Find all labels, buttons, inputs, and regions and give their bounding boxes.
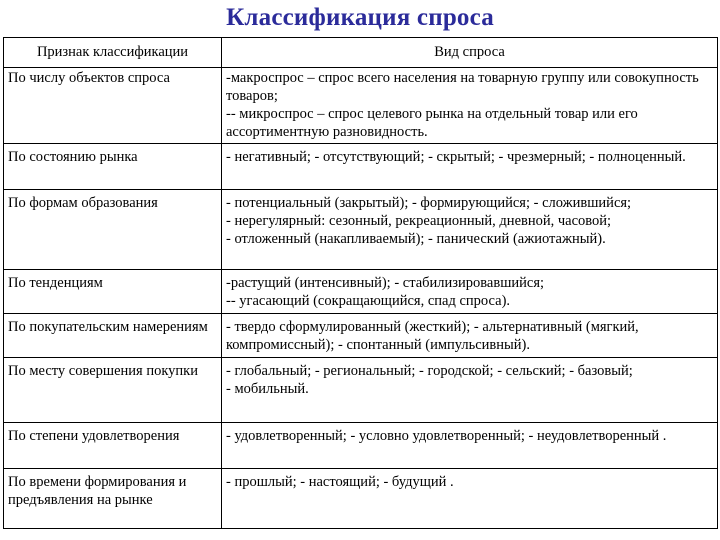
demand-type-text: - отложенный (накапливаемый); - панический (ажиотажный). xyxy=(226,231,606,247)
table-row xyxy=(4,144,718,190)
table-row xyxy=(4,358,718,423)
demand-types-cell xyxy=(222,190,718,270)
demand-types-cell xyxy=(222,469,718,529)
table-row xyxy=(4,68,718,144)
table-row xyxy=(4,423,718,469)
demand-types-cell xyxy=(222,358,718,423)
header-criterion: Признак классификации xyxy=(4,38,222,68)
criterion-cell: По времени формирования и предъявления на рынке xyxy=(4,469,222,529)
demand-types-cell xyxy=(222,144,718,190)
page-title: Классификация спроса xyxy=(226,4,494,31)
demand-type-text: -- микроспрос – спрос целевого рынка на отдельный товар или его ассортиментную разновидность. xyxy=(226,106,642,140)
criterion-cell: По формам образования xyxy=(4,190,222,270)
demand-type-text: -- угасающий (сокращающийся, спад спроса). xyxy=(226,293,511,309)
demand-types-cell xyxy=(222,423,718,469)
table-row xyxy=(4,190,718,270)
demand-type-text: - потенциальный (закрытый); - формирующийся; - сложившийся; xyxy=(226,195,632,211)
demand-type-text: - негативный; - отсутствующий; - скрытый; - чрезмерный; - полноценный. xyxy=(226,149,686,165)
demand-types-cell xyxy=(222,314,718,358)
demand-type-text: -растущий (интенсивный); - стабилизировавшийся; xyxy=(226,275,545,291)
demand-types-cell xyxy=(222,270,718,314)
demand-type-text: - удовлетворенный; - условно удовлетворенный; - неудовлетворенный . xyxy=(226,428,667,444)
header-demand-type: Вид спроса xyxy=(222,38,718,68)
table-row xyxy=(4,314,718,358)
criterion-cell: По тенденциям xyxy=(4,270,222,314)
demand-type-text: - прошлый; - настоящий; - будущий . xyxy=(226,474,454,490)
classification-table xyxy=(3,37,718,529)
table-row xyxy=(4,270,718,314)
demand-types-cell xyxy=(222,68,718,144)
demand-type-text: - нерегулярный: сезонный, рекреационный, дневной, часовой; xyxy=(226,213,612,229)
demand-type-text: -макроспрос – спрос всего населения на товарную группу или совокупность товаров; xyxy=(226,70,703,104)
criterion-cell: По месту совершения покупки xyxy=(4,358,222,423)
criterion-cell: По покупательским намерениям xyxy=(4,314,222,358)
criterion-cell: По степени удовлетворения xyxy=(4,423,222,469)
demand-type-text: - глобальный; - региональный; - городской; - сельский; - базовый; xyxy=(226,363,633,379)
criterion-cell: По состоянию рынка xyxy=(4,144,222,190)
table-header-row xyxy=(4,38,718,68)
demand-type-text: - мобильный. xyxy=(226,381,309,397)
criterion-cell: По числу объектов спроса xyxy=(4,68,222,144)
demand-type-text: - твердо сформулированный (жесткий); - альтернативный (мягкий, компромиссный); - спонтанный (импульсивный). xyxy=(226,319,643,353)
table-row xyxy=(4,469,718,529)
